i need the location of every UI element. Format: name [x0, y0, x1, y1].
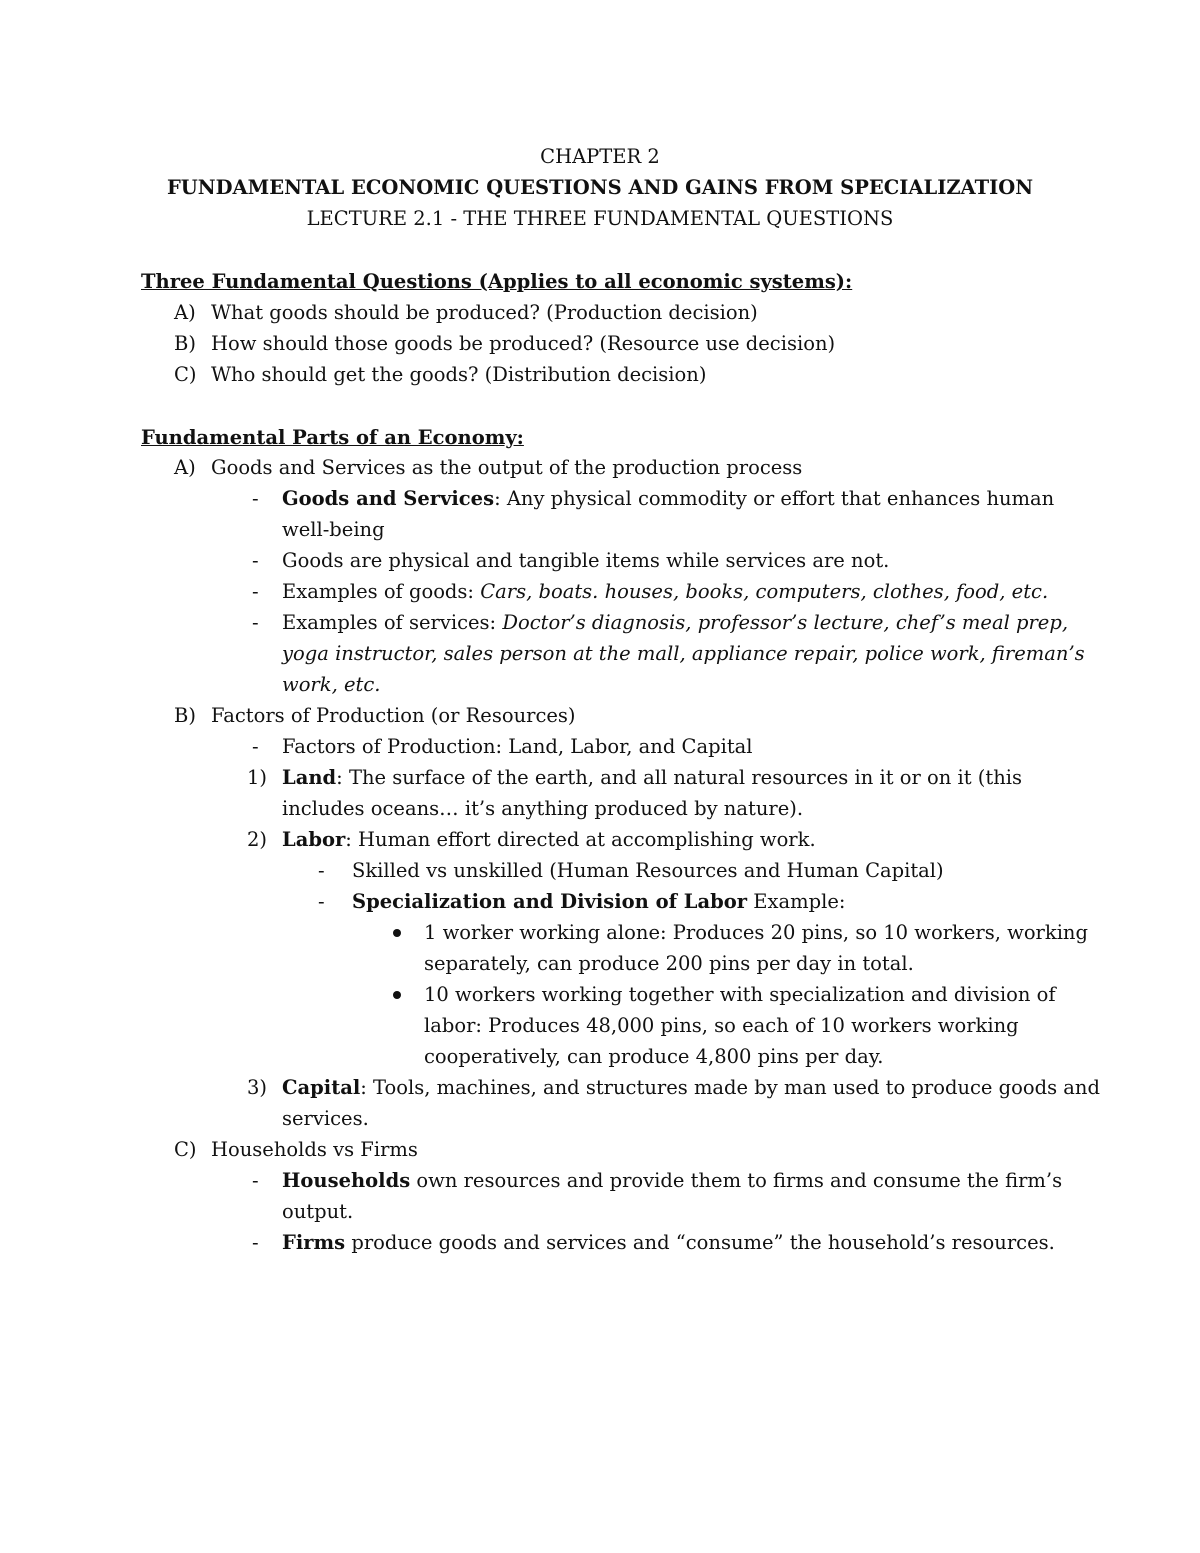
bullet-dot-icon — [393, 929, 401, 937]
pin-example-2-cont: cooperatively, can produce 4,800 pins per day. — [424, 1045, 884, 1068]
firms-definition: Firms produce goods and services and “consume” the household’s resources. — [282, 1231, 1055, 1254]
section-heading-questions: Three Fundamental Questions (Applies to all economic systems): — [141, 270, 853, 293]
households-definition-cont: output. — [282, 1200, 354, 1223]
question-a: What goods should be produced? (Production decision) — [211, 301, 758, 324]
land-definition-cont: includes oceans… it’s anything produced by nature). — [282, 797, 804, 820]
households-definition: Households own resources and provide them to firms and consume the firm’s — [282, 1169, 1063, 1192]
examples-services-cont: yoga instructor, sales person at the mall, appliance repair, police work, fireman’s — [282, 642, 1085, 665]
chapter-title: FUNDAMENTAL ECONOMIC QUESTIONS AND GAINS FROM SPECIALIZATION — [166, 176, 1034, 199]
dash-bullet: - — [252, 580, 259, 603]
dash-bullet: - — [252, 1231, 259, 1254]
list-label: B) — [174, 704, 196, 727]
pin-example-1-cont: separately, can produce 200 pins per day in total. — [424, 952, 914, 975]
bullet-dot-icon — [393, 991, 401, 999]
part-c-text: Households vs Firms — [211, 1138, 418, 1161]
examples-goods: Examples of goods: Cars, boats. houses, books, computers, clothes, food, etc. — [282, 580, 1049, 603]
dash-bullet: - — [252, 735, 259, 758]
dash-bullet: - — [252, 611, 259, 634]
term: Goods and Services — [282, 487, 495, 510]
list-label: C) — [174, 1138, 197, 1161]
chapter-label: CHAPTER 2 — [540, 145, 660, 168]
goods-services-definition: Goods and Services: Any physical commodity or effort that enhances human — [282, 487, 1055, 510]
examples-services: Examples of services: Doctor’s diagnosis, professor’s lecture, chef’s meal prep, — [282, 611, 1069, 634]
pin-example-2-cont: labor: Produces 48,000 pins, so each of 10 workers working — [424, 1014, 1019, 1037]
skilled-unskilled: Skilled vs unskilled (Human Resources and Human Capital) — [352, 859, 944, 882]
goods-vs-services: Goods are physical and tangible items while services are not. — [282, 549, 890, 572]
dash-bullet: - — [318, 859, 325, 882]
question-b: How should those goods be produced? (Resource use decision) — [211, 332, 836, 355]
pin-example-1: 1 worker working alone: Produces 20 pins, so 10 workers, working — [424, 921, 1088, 944]
section-heading-parts: Fundamental Parts of an Economy: — [141, 426, 524, 449]
capital-definition-cont: services. — [282, 1107, 369, 1130]
capital-definition: Capital: Tools, machines, and structures made by man used to produce goods and — [282, 1076, 1100, 1099]
pin-example-2: 10 workers working together with specialization and division of — [424, 983, 1056, 1006]
dash-bullet: - — [318, 890, 325, 913]
list-label: C) — [174, 363, 197, 386]
dash-bullet: - — [252, 1169, 259, 1192]
list-label: 1) — [247, 766, 268, 789]
list-label: B) — [174, 332, 196, 355]
examples-services-cont: work, etc. — [282, 673, 381, 696]
list-label: 2) — [247, 828, 268, 851]
list-label: 3) — [247, 1076, 268, 1099]
specialization-example: Specialization and Division of Labor Example: — [352, 890, 846, 913]
list-label: A) — [174, 456, 196, 479]
dash-bullet: - — [252, 549, 259, 572]
factors-list: Factors of Production: Land, Labor, and Capital — [282, 735, 753, 758]
dash-bullet: - — [252, 487, 259, 510]
labor-definition: Labor: Human effort directed at accomplishing work. — [282, 828, 816, 851]
part-b-text: Factors of Production (or Resources) — [211, 704, 576, 727]
part-a-text: Goods and Services as the output of the production process — [211, 456, 803, 479]
lecture-title: LECTURE 2.1 - THE THREE FUNDAMENTAL QUESTIONS — [306, 207, 894, 230]
question-c: Who should get the goods? (Distribution decision) — [211, 363, 707, 386]
land-definition: Land: The surface of the earth, and all natural resources in it or on it (this — [282, 766, 1023, 789]
list-label: A) — [174, 301, 196, 324]
goods-services-definition-cont: well-being — [282, 518, 385, 541]
